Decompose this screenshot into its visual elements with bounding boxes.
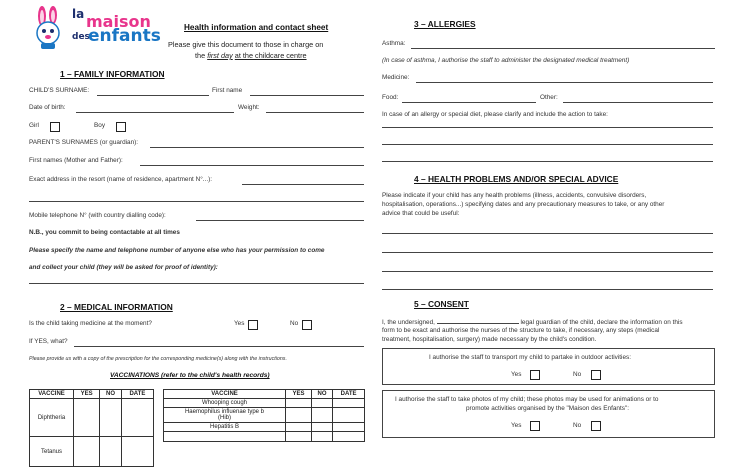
yes-cell[interactable] bbox=[286, 399, 312, 408]
col-vaccine: VACCINE bbox=[164, 390, 286, 399]
consent-undersigned: I, the undersigned, bbox=[382, 319, 435, 326]
asthma-field[interactable] bbox=[411, 48, 715, 49]
other-field[interactable] bbox=[563, 102, 713, 103]
asthma-note: (In case of asthma, I authorise the staff to administer the designated medical treatment) bbox=[382, 57, 630, 64]
intro-first-day: first day bbox=[207, 51, 233, 60]
dob-field[interactable] bbox=[76, 112, 234, 113]
table-row bbox=[164, 423, 365, 432]
boy-checkbox[interactable] bbox=[116, 122, 126, 132]
table-row bbox=[30, 437, 154, 467]
bunny-mascot-icon bbox=[28, 6, 68, 50]
col-vaccine: VACCINE bbox=[30, 390, 74, 399]
medicine-no-label: No bbox=[290, 320, 299, 327]
table-row bbox=[164, 432, 365, 442]
first-names-field[interactable] bbox=[140, 165, 364, 166]
yes-cell[interactable] bbox=[286, 423, 312, 432]
other-label: Other: bbox=[540, 94, 558, 101]
vaccine-name-line2: (Hib) bbox=[218, 415, 231, 421]
intro-line2 bbox=[195, 51, 307, 60]
col-no: NO bbox=[311, 390, 332, 399]
address-field-2[interactable] bbox=[29, 201, 364, 202]
food-label: Food: bbox=[382, 94, 399, 101]
photo-consent-line1: I authorise the staff to take photos of my child; these photos may be used for animations or to bbox=[395, 396, 659, 403]
vaccine-table-right bbox=[163, 389, 365, 442]
logo-maison: maison bbox=[86, 12, 151, 31]
health-heading: 4 – HEALTH PROBLEMS AND/OR SPECIAL ADVICE bbox=[414, 174, 619, 184]
transport-consent-text: I authorise the staff to transport my child to partake in outdoor activities: bbox=[429, 354, 632, 361]
col-yes: YES bbox=[74, 390, 100, 399]
logo-enfants: enfants bbox=[88, 26, 161, 46]
vaccine-table-left bbox=[29, 389, 154, 467]
col-yes: YES bbox=[286, 390, 312, 399]
no-cell[interactable] bbox=[311, 423, 332, 432]
medicine-allergy-label: Medicine: bbox=[382, 74, 410, 81]
medicine-yes-checkbox[interactable] bbox=[248, 320, 258, 330]
consent-guardian-text: legal guardian of the child, declare the information on this bbox=[520, 319, 683, 326]
health-para-line2: hospitalisation, operations...) specifying dates and any precautionary measures to take, or any other bbox=[382, 201, 665, 208]
address-field-1[interactable] bbox=[242, 184, 364, 185]
nb-note: N.B., you commit to being contactable at all times bbox=[29, 229, 180, 236]
address-label: Exact address in the resort (name of residence, apartment N°...): bbox=[29, 176, 212, 183]
table-header-row bbox=[164, 390, 365, 399]
health-field-2[interactable] bbox=[382, 252, 713, 253]
asthma-label: Asthma: bbox=[382, 40, 406, 47]
medicine-no-checkbox[interactable] bbox=[302, 320, 312, 330]
surname-label: CHILD'S SURNAME: bbox=[29, 87, 90, 94]
vaccine-name-line1: Haemophilus influenae type b bbox=[184, 409, 265, 415]
table-header-row bbox=[30, 390, 154, 399]
date-cell[interactable] bbox=[121, 399, 153, 437]
dob-label: Date of birth: bbox=[29, 104, 66, 111]
diet-field-1[interactable] bbox=[382, 127, 713, 128]
taking-medicine-label: Is the child taking medicine at the moment? bbox=[29, 320, 152, 327]
date-cell[interactable] bbox=[333, 423, 365, 432]
weight-label: Weight: bbox=[238, 104, 260, 111]
date-cell[interactable] bbox=[121, 437, 153, 467]
logo-la: la bbox=[72, 7, 85, 21]
yes-cell[interactable] bbox=[74, 399, 100, 437]
table-row bbox=[30, 399, 154, 437]
no-cell[interactable] bbox=[311, 399, 332, 408]
vaccine-name: Hepatitis B bbox=[164, 423, 286, 432]
intro-line1: Please give this document to those in charge on bbox=[168, 40, 324, 49]
medicine-yes-label: Yes bbox=[234, 320, 245, 327]
transport-consent-box bbox=[382, 348, 715, 385]
col-no: NO bbox=[100, 390, 122, 399]
date-cell[interactable] bbox=[333, 399, 365, 408]
yes-cell[interactable] bbox=[74, 437, 100, 467]
medicine-allergy-field[interactable] bbox=[416, 82, 713, 83]
vaccine-name: Whooping cough bbox=[164, 399, 286, 408]
col-date: DATE bbox=[333, 390, 365, 399]
parents-field[interactable] bbox=[150, 147, 364, 148]
photo-consent-line2: promote activities organised by the "Maison des Enfants": bbox=[466, 405, 629, 412]
yes-cell[interactable] bbox=[286, 432, 312, 442]
first-name-field[interactable] bbox=[250, 95, 364, 96]
diet-field-2[interactable] bbox=[382, 144, 713, 145]
transport-yes-label: Yes bbox=[511, 371, 522, 378]
vaccine-name bbox=[164, 408, 286, 423]
boy-label: Boy bbox=[94, 122, 106, 129]
transport-no-label: No bbox=[573, 371, 582, 378]
guardian-name-field[interactable] bbox=[437, 318, 519, 324]
photo-no-label: No bbox=[573, 422, 582, 429]
date-cell[interactable] bbox=[333, 432, 365, 442]
vaccine-name: Tetanus bbox=[30, 437, 74, 467]
health-field-1[interactable] bbox=[382, 233, 713, 234]
girl-checkbox[interactable] bbox=[50, 122, 60, 132]
surname-field[interactable] bbox=[97, 95, 209, 96]
first-names-label: First names (Mother and Father): bbox=[29, 157, 123, 164]
mobile-label: Mobile telephone N° (with country dialling code): bbox=[29, 212, 166, 219]
no-cell[interactable] bbox=[311, 408, 332, 423]
intro-rest: at the childcare centre bbox=[234, 51, 307, 60]
no-cell[interactable] bbox=[100, 399, 122, 437]
health-field-3[interactable] bbox=[382, 271, 713, 272]
table-row bbox=[164, 399, 365, 408]
weight-field[interactable] bbox=[266, 112, 364, 113]
prescription-note: Please provide us with a copy of the prescription for the corresponding medicine(s) along with the instructions. bbox=[29, 356, 287, 362]
authorised-person-field[interactable] bbox=[29, 283, 364, 284]
col-date: DATE bbox=[121, 390, 153, 399]
no-cell[interactable] bbox=[311, 432, 332, 442]
yes-cell[interactable] bbox=[286, 408, 312, 423]
diet-field-3[interactable] bbox=[382, 161, 713, 162]
allergies-heading: 3 – ALLERGIES bbox=[414, 19, 476, 29]
table-row bbox=[164, 408, 365, 423]
health-para-line3: advice that could be useful: bbox=[382, 210, 460, 217]
girl-label: Girl bbox=[29, 122, 39, 129]
consent-heading: 5 – CONSENT bbox=[414, 299, 469, 309]
specify-line2: and collect your child (they will be asked for proof of identity): bbox=[29, 264, 218, 271]
specify-line1: Please specify the name and telephone number of anyone else who has your permission to come bbox=[29, 247, 325, 254]
consent-para-line2: form to be exact and authorise the nurses of the structure to take, if necessary, any steps (medical bbox=[382, 327, 660, 334]
vaccine-name: Diphtheria bbox=[30, 399, 74, 437]
medical-heading: 2 – MEDICAL INFORMATION bbox=[60, 302, 173, 312]
date-cell[interactable] bbox=[333, 408, 365, 423]
logo bbox=[28, 6, 168, 50]
health-field-4[interactable] bbox=[382, 289, 713, 290]
intro-the: the bbox=[195, 51, 206, 60]
no-cell[interactable] bbox=[100, 437, 122, 467]
if-yes-label: If YES, what? bbox=[29, 338, 68, 345]
health-para-line1: Please indicate if your child has any health problems (illness, accidents, convulsive disorders, bbox=[382, 192, 647, 199]
photo-yes-label: Yes bbox=[511, 422, 522, 429]
family-heading: 1 – FAMILY INFORMATION bbox=[60, 69, 165, 79]
transport-no-checkbox[interactable] bbox=[591, 370, 601, 380]
photo-no-checkbox[interactable] bbox=[591, 421, 601, 431]
mobile-field[interactable] bbox=[196, 220, 364, 221]
photo-consent-box bbox=[382, 390, 715, 438]
logo-des: des bbox=[72, 32, 90, 42]
consent-para-line3: treatment, hospitalisation, surgery) made necessary by the child's condition. bbox=[382, 336, 597, 343]
page-title: Health information and contact sheet bbox=[184, 23, 329, 32]
photo-yes-checkbox[interactable] bbox=[530, 421, 540, 431]
if-yes-field[interactable] bbox=[74, 346, 364, 347]
transport-yes-checkbox[interactable] bbox=[530, 370, 540, 380]
food-field[interactable] bbox=[402, 102, 536, 103]
vaccinations-title: VACCINATIONS (refer to the child's health records) bbox=[110, 372, 270, 379]
consent-para-line1 bbox=[382, 318, 683, 326]
parents-label: PARENT'S SURNAMES (or guardian): bbox=[29, 139, 139, 146]
first-name-label: First name bbox=[212, 87, 243, 94]
diet-label: In case of an allergy or special diet, please clarify and include the action to take: bbox=[382, 111, 608, 118]
